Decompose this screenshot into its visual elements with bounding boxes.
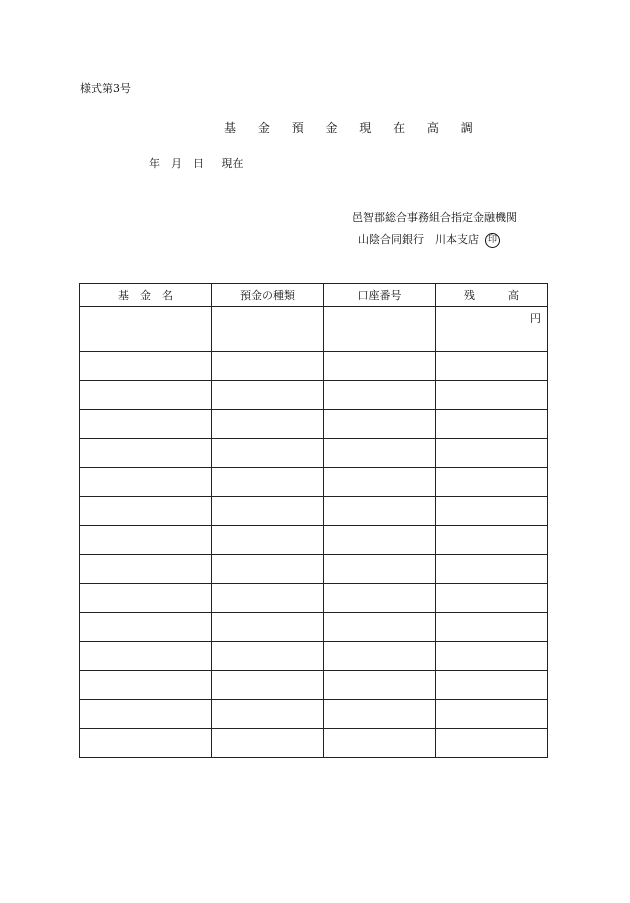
cell-account-number[interactable] <box>324 497 436 526</box>
cell-fund-name[interactable] <box>80 352 212 381</box>
cell-deposit-type[interactable] <box>212 307 324 352</box>
cell-fund-name[interactable] <box>80 526 212 555</box>
currency-unit: 円 <box>530 312 541 325</box>
cell-fund-name[interactable] <box>80 439 212 468</box>
cell-account-number[interactable] <box>324 613 436 642</box>
cell-fund-name[interactable] <box>80 468 212 497</box>
form-number: 様式第3号 <box>80 82 131 95</box>
table-row <box>80 729 548 758</box>
fund-balance-table <box>79 283 548 758</box>
cell-account-number[interactable] <box>324 307 436 352</box>
cell-deposit-type[interactable] <box>212 468 324 497</box>
cell-deposit-type[interactable] <box>212 497 324 526</box>
cell-deposit-type[interactable] <box>212 642 324 671</box>
cell-account-number[interactable] <box>324 526 436 555</box>
cell-balance[interactable] <box>436 613 548 642</box>
cell-balance[interactable] <box>436 584 548 613</box>
table-row <box>80 410 548 439</box>
cell-fund-name[interactable] <box>80 729 212 758</box>
table-row <box>80 352 548 381</box>
header-account-number: 口座番号 <box>324 284 436 307</box>
cell-account-number[interactable] <box>324 468 436 497</box>
cell-balance[interactable] <box>436 410 548 439</box>
cell-balance[interactable] <box>436 700 548 729</box>
cell-balance[interactable] <box>436 526 548 555</box>
cell-deposit-type[interactable] <box>212 381 324 410</box>
cell-balance[interactable] <box>436 439 548 468</box>
bank-line <box>358 231 500 248</box>
cell-account-number[interactable] <box>324 555 436 584</box>
cell-fund-name[interactable] <box>80 584 212 613</box>
cell-balance[interactable] <box>436 381 548 410</box>
cell-fund-name[interactable] <box>80 671 212 700</box>
cell-deposit-type[interactable] <box>212 439 324 468</box>
cell-account-number[interactable] <box>324 381 436 410</box>
cell-account-number[interactable] <box>324 410 436 439</box>
table-row <box>80 381 548 410</box>
cell-account-number[interactable] <box>324 700 436 729</box>
cell-deposit-type[interactable] <box>212 584 324 613</box>
cell-fund-name[interactable] <box>80 700 212 729</box>
table-row <box>80 468 548 497</box>
cell-balance[interactable] <box>436 642 548 671</box>
cell-account-number[interactable] <box>324 729 436 758</box>
cell-account-number[interactable] <box>324 642 436 671</box>
header-fund-name: 基 金 名 <box>80 284 212 307</box>
cell-deposit-type[interactable] <box>212 555 324 584</box>
cell-account-number[interactable] <box>324 671 436 700</box>
cell-deposit-type[interactable] <box>212 410 324 439</box>
table-row <box>80 526 548 555</box>
cell-balance[interactable] <box>436 555 548 584</box>
bank-name: 山陰合同銀行 川本支店 <box>358 233 479 246</box>
cell-balance[interactable] <box>436 671 548 700</box>
cell-deposit-type[interactable] <box>212 700 324 729</box>
cell-fund-name[interactable] <box>80 555 212 584</box>
cell-fund-name[interactable] <box>80 642 212 671</box>
cell-balance[interactable] <box>436 307 548 352</box>
seal-icon: 印 <box>485 233 500 248</box>
cell-deposit-type[interactable] <box>212 729 324 758</box>
table-row <box>80 613 548 642</box>
table-body <box>80 307 548 758</box>
table-row <box>80 497 548 526</box>
table-row <box>80 307 548 352</box>
table-row <box>80 700 548 729</box>
cell-fund-name[interactable] <box>80 307 212 352</box>
cell-deposit-type[interactable] <box>212 526 324 555</box>
table-row <box>80 671 548 700</box>
cell-account-number[interactable] <box>324 584 436 613</box>
header-deposit-type: 預金の種類 <box>212 284 324 307</box>
as-of-date: 年 月 日 現在 <box>149 157 244 170</box>
table-row <box>80 642 548 671</box>
table-row <box>80 439 548 468</box>
cell-fund-name[interactable] <box>80 381 212 410</box>
cell-balance[interactable] <box>436 729 548 758</box>
cell-balance[interactable] <box>436 468 548 497</box>
cell-fund-name[interactable] <box>80 613 212 642</box>
cell-fund-name[interactable] <box>80 410 212 439</box>
header-balance: 残 高 <box>436 284 548 307</box>
cell-balance[interactable] <box>436 352 548 381</box>
issuer-name: 邑智郡総合事務組合指定金融機関 <box>352 211 517 224</box>
document-title: 基 金 預 金 現 在 高 調 <box>224 121 482 135</box>
cell-balance[interactable] <box>436 497 548 526</box>
cell-deposit-type[interactable] <box>212 671 324 700</box>
table-row <box>80 584 548 613</box>
cell-account-number[interactable] <box>324 439 436 468</box>
cell-account-number[interactable] <box>324 352 436 381</box>
table-header-row <box>80 284 548 307</box>
cell-fund-name[interactable] <box>80 497 212 526</box>
cell-deposit-type[interactable] <box>212 352 324 381</box>
table-row <box>80 555 548 584</box>
cell-deposit-type[interactable] <box>212 613 324 642</box>
